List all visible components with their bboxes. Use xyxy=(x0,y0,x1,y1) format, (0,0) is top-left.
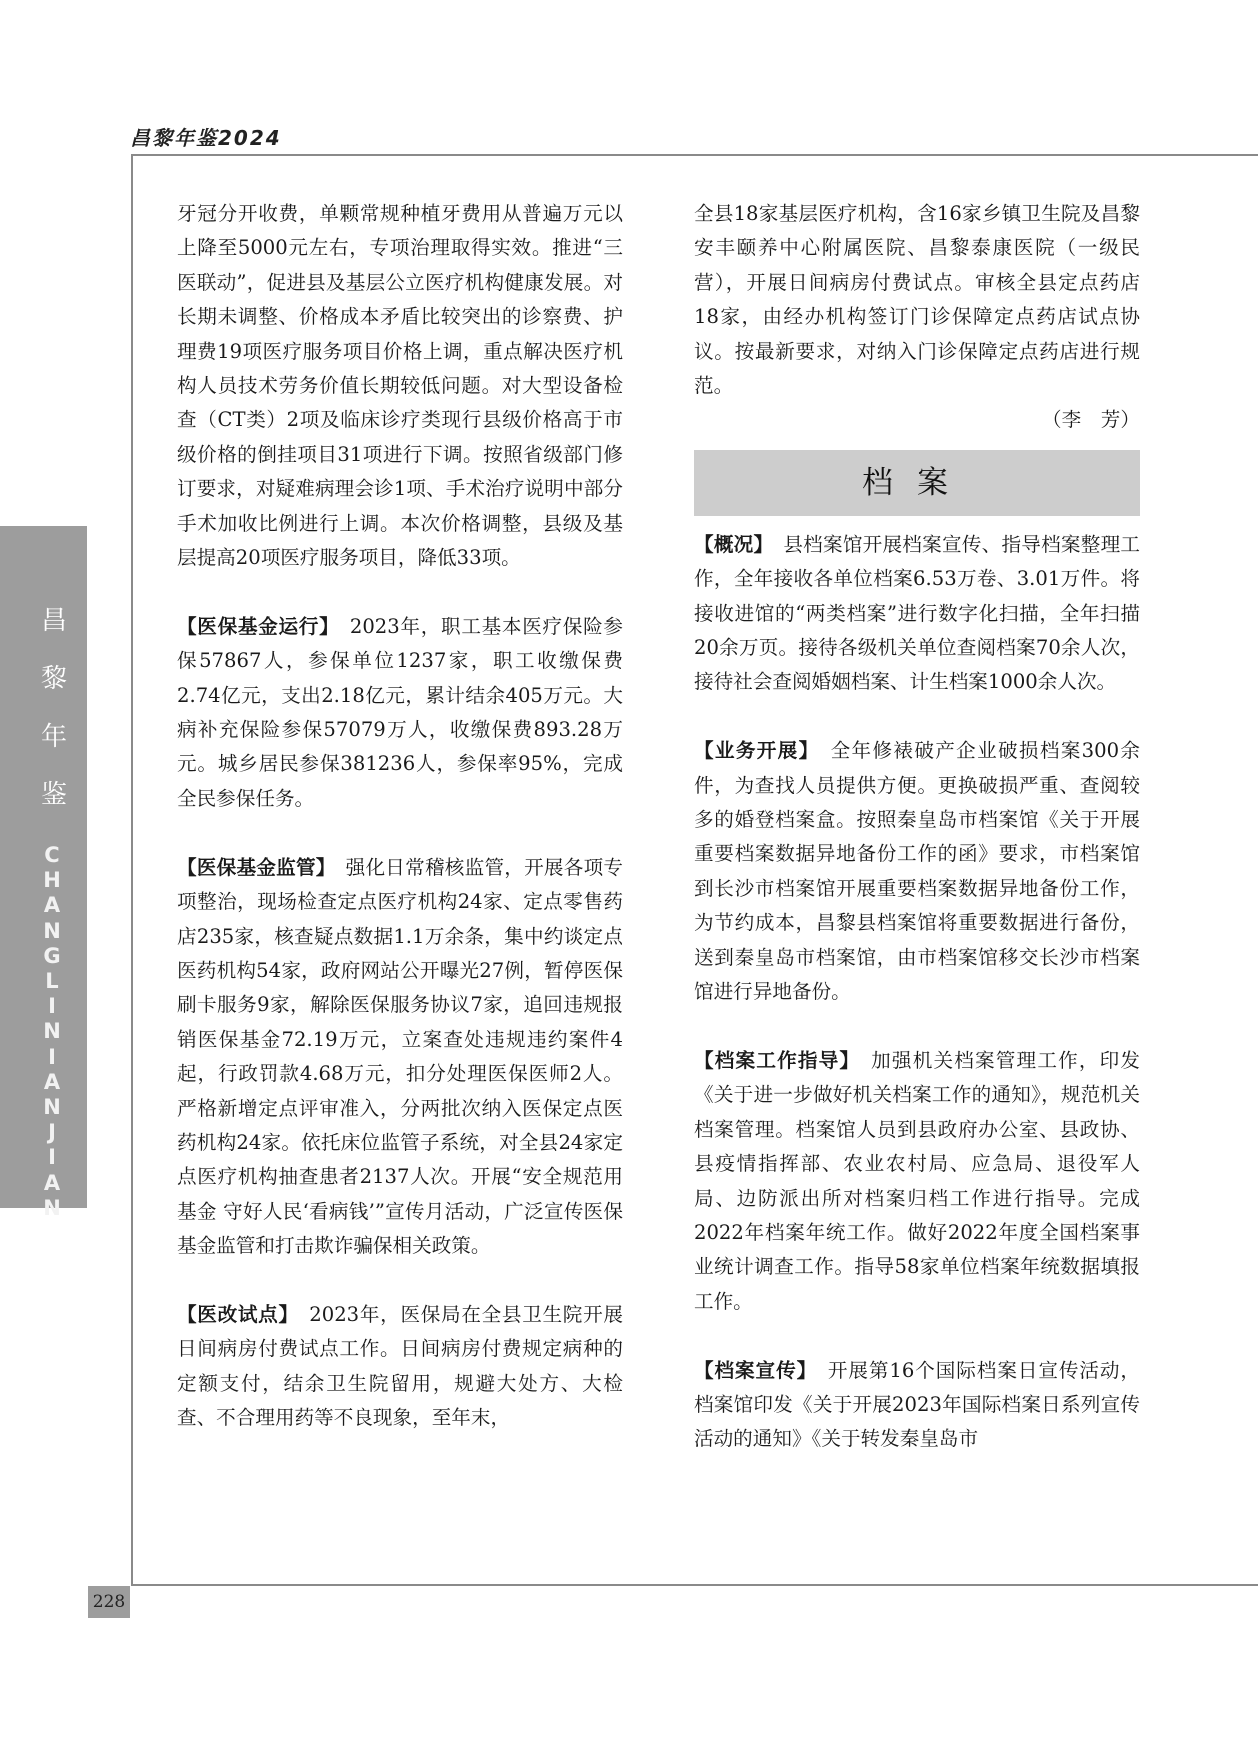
paragraph-pilot-continued: 全县18家基层医疗机构，含16家乡镇卫生院及昌黎安丰颐养中心附属医院、昌黎泰康医院（一级民营），开展日间病房付费试点。审核全县定点药店18家，由经办机构签订门诊保障定点药店试点协议。按最新要求，对纳入门诊保障定点药店进行规范。 xyxy=(694,202,1140,398)
section-heading: 【概况】 xyxy=(694,532,764,556)
section-heading: 【医保基金监管】 xyxy=(177,855,326,879)
section-overview xyxy=(694,528,1140,700)
section-body: 强化日常稽核监管，开展各项专项整治，现场检查定点医疗机构24家、定点零售药店235家，核查疑点数据1.1万余条，集中约谈定点医药机构54家，政府网站公开曝光27例，暂停医保刷卡服务9家，解除医保服务协议7家，追回违规报销医保基金72.19万元，立案查处违规违约案件4起，行政罚款4.68万元，扣分处理医保医师2人。严格新增定点评审准入，分两批次纳入医保定点医药机构24家。依托床位监管子系统，对全县24家定点医疗机构抽查患者2137人次。开展“安全规范用基金 守好人民‘看病钱’”宣传月活动，广泛宣传医保基金监管和打击欺诈骗保相关政策。 xyxy=(177,855,624,1258)
side-tab-letter: J xyxy=(48,1120,56,1145)
side-tab-letter: N xyxy=(43,1195,61,1220)
section-publicity xyxy=(694,1354,1140,1457)
section-body: 开展第16个国际档案日宣传活动，档案馆印发《关于开展2023年国际档案日系列宣传活动的通知》《关于转发秦皇岛市 xyxy=(694,1358,1141,1451)
section-guidance xyxy=(694,1044,1140,1319)
section-body: 全年修裱破产企业破损档案300余件，为查找人员提供方便。更换破损严重、查阅较多的婚登档案盒。按照秦皇岛市档案馆《关于开展重要档案数据异地备份工作的函》要求，市档案馆到长沙市档案馆开展重要档案数据异地备份工作，为节约成本，昌黎县档案馆将重要数据进行备份，送到秦皇岛市档案馆，由市档案馆移交长沙市档案馆进行异地备份。 xyxy=(694,739,1140,1004)
side-tab-letter: A xyxy=(43,893,61,918)
side-tab-char: 年 xyxy=(40,722,67,752)
paragraph-price-adjustment: 牙冠分开收费，单颗常规种植牙费用从普遍万元以上降至5000元左右，专项治理取得实效。推进“三医联动”，促进县及基层公立医疗机构健康发展。对长期未调整、价格成本矛盾比较突出的诊察费、护理费19项医疗服务项目价格上调，重点解决医疗机构人员技术劳务价值长期较低问题。对大型设备检查（CT类）2项及临床诊疗类现行县级价格高于市级价格的倒挂项目31项进行下调。按照省级部门修订要求，对疑难病理会诊1项、手术治疗说明中部分手术加收比例进行上调。本次价格调整，县级及基层提高20项医疗服务项目，降低33项。 xyxy=(177,202,623,570)
section-fund-supervision xyxy=(177,851,623,1264)
side-tab-letter: N xyxy=(43,1095,61,1120)
page-number: 228 xyxy=(88,1586,130,1618)
side-tab-letter: L xyxy=(45,969,59,994)
frame-left-rule xyxy=(131,154,133,1586)
section-business xyxy=(694,734,1140,1009)
side-tab-letter: G xyxy=(43,943,61,968)
side-tab-char: 昌 xyxy=(40,606,67,636)
section-title-archives: 档案 xyxy=(694,450,1140,516)
author-credit: （李 芳） xyxy=(1042,408,1140,432)
section-heading: 【业务开展】 xyxy=(694,739,810,763)
side-tab-letter: I xyxy=(48,1145,56,1170)
side-tab-chinese-title xyxy=(34,592,74,824)
running-header-title: 昌黎年鉴2024 xyxy=(130,126,282,150)
frame-bottom-rule xyxy=(131,1584,1258,1586)
right-column xyxy=(694,197,1140,1457)
side-tab-char: 黎 xyxy=(40,664,67,694)
section-body: 2023年，医保局在全县卫生院开展日间病房付费试点工作。日间病房付费规定病种的定额支付，结余卫生院留用，规避大处方、大检查、不合理用药等不良现象，至年末， xyxy=(177,1302,623,1430)
section-heading: 【医保基金运行】 xyxy=(177,614,330,638)
section-heading: 【档案宣传】 xyxy=(694,1358,808,1382)
section-reform-pilot xyxy=(177,1298,623,1436)
section-body: 2023年，职工基本医疗保险参保57867人，参保单位1237家，职工收缴保费2.74亿元，支出2.18亿元，累计结余405万元。大病补充保险参保57079万人，收缴保费893.28万元。城乡居民参保381236人，参保率95%，完成全民参保任务。 xyxy=(177,614,623,810)
left-column xyxy=(177,197,623,1436)
side-tab-letter: I xyxy=(48,994,56,1019)
section-heading: 【医改试点】 xyxy=(177,1302,289,1326)
side-tab-letter: N xyxy=(43,1019,61,1044)
section-body: 县档案馆开展档案宣传、指导档案整理工作，全年接收各单位档案6.53万卷、3.01万件。将接收进馆的“两类档案”进行数字化扫描，全年扫描20余万页。接待各级机关单位查阅档案70余人次，接待社会查阅婚姻档案、计生档案1000余人次。 xyxy=(694,532,1141,694)
frame-top-rule xyxy=(131,154,1258,156)
side-tab-letter: A xyxy=(43,1069,61,1094)
section-fund-operation xyxy=(177,610,623,816)
side-tab-pinyin-title xyxy=(40,843,64,1221)
side-tab-char: 鉴 xyxy=(40,780,67,810)
section-body: 加强机关档案管理工作，印发《关于进一步做好机关档案工作的通知》，规范机关档案管理。档案馆人员到县政府办公室、县政协、县疫情指挥部、农业农村局、应急局、退役军人局、边防派出所对档案归档工作进行指导。完成2022年档案年统工作。做好2022年度全国档案事业统计调查工作。指导58家单位档案年统数据填报工作。 xyxy=(694,1048,1141,1313)
section-heading: 【档案工作指导】 xyxy=(694,1048,851,1072)
side-tab-letter: A xyxy=(43,1170,61,1195)
side-tab-letter: C xyxy=(44,843,60,867)
side-tab-letter: I xyxy=(48,1044,56,1069)
side-tab-letter: H xyxy=(43,868,61,893)
side-tab-letter: N xyxy=(43,918,61,943)
